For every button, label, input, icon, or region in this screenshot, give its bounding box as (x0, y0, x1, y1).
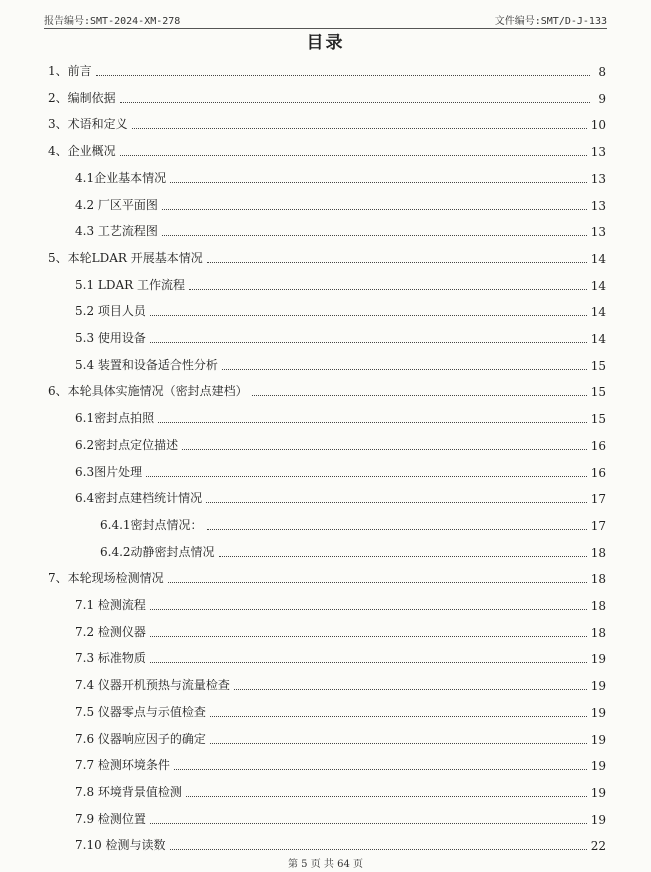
toc-entry[interactable] (75, 835, 606, 853)
toc-entry[interactable] (75, 755, 606, 773)
toc-entry[interactable] (75, 622, 606, 640)
toc-entry-label: 7.2 检测仪器 (75, 624, 146, 639)
toc-leader-dots (189, 288, 587, 290)
toc-leader-dots (186, 795, 587, 797)
toc-entry-label: 4.2 厂区平面图 (75, 197, 158, 212)
toc-entry-label: 6.4.1密封点情况： (100, 517, 203, 532)
toc-entry-label: 7.8 环境背景值检测 (75, 784, 182, 799)
toc-entry[interactable] (48, 248, 606, 266)
toc-leader-dots (210, 742, 587, 744)
toc-entry-page: 13 (590, 225, 606, 240)
toc-entry[interactable] (75, 675, 606, 693)
toc-leader-dots (150, 608, 587, 610)
toc-entry-page: 13 (590, 171, 606, 186)
toc-entry-page: 19 (590, 679, 606, 694)
toc-leader-dots (252, 394, 587, 396)
toc-entry-page: 10 (590, 118, 606, 133)
toc-entry-label: 1、前言 (48, 64, 92, 78)
toc-entry-page: 14 (590, 278, 606, 293)
toc-entry-label: 7、本轮现场检测情况 (48, 571, 164, 586)
toc-leader-dots (182, 448, 587, 450)
toc-entry-page: 18 (590, 572, 606, 587)
report-number: 报告编号:SMT-2024-XM-278 (44, 16, 181, 27)
toc-entry-label: 5、本轮LDAR 开展基本情况 (48, 250, 203, 265)
toc-entry-label: 6.4密封点建档统计情况 (75, 491, 203, 506)
toc-entry-page: 22 (590, 839, 606, 854)
toc-entry[interactable] (75, 328, 606, 346)
toc-entry-page: 16 (590, 465, 606, 480)
toc-entry-page: 14 (590, 251, 606, 266)
toc-entry[interactable] (75, 809, 606, 827)
page-title: 目录 (306, 33, 345, 53)
toc-entry-label: 7.9 检测位置 (75, 811, 146, 826)
toc-entry[interactable] (75, 221, 606, 239)
toc-entry-label: 2、编制依据 (48, 90, 116, 105)
toc-entry-page: 13 (590, 198, 606, 213)
toc-leader-dots (234, 688, 587, 690)
toc-entry-label: 6.2密封点定位描述 (75, 437, 179, 452)
toc-leader-dots (150, 341, 587, 343)
page-footer: 第 5 页 共 64 页 (288, 859, 363, 870)
toc-entry[interactable] (48, 88, 606, 106)
toc-entry-page: 14 (590, 305, 606, 320)
page-header (44, 8, 607, 29)
toc-entry-page: 19 (590, 812, 606, 827)
toc-leader-dots (150, 822, 587, 824)
toc-entry[interactable] (100, 542, 606, 560)
toc-leader-dots (207, 528, 587, 530)
toc-leader-dots (120, 154, 587, 156)
toc-entry-label: 4.3 工艺流程图 (75, 224, 158, 239)
toc-leader-dots (162, 208, 587, 210)
toc-entry-page: 13 (590, 145, 606, 160)
toc-entry-page: 17 (590, 518, 606, 533)
toc-entry[interactable] (48, 381, 606, 399)
toc-entry-label: 7.6 仪器响应因子的确定 (75, 731, 206, 746)
toc-leader-dots (146, 475, 587, 477)
toc-entry-page: 19 (590, 732, 606, 747)
toc-entry-page: 19 (590, 652, 606, 667)
toc-entry-label: 7.4 仪器开机预热与流量检查 (75, 678, 230, 693)
toc-leader-dots (168, 581, 587, 583)
toc-leader-dots (207, 261, 587, 263)
toc-entry-page: 19 (590, 759, 606, 774)
toc-entry-page: 14 (590, 332, 606, 346)
toc-entry[interactable] (75, 435, 606, 453)
toc-entry-page: 16 (590, 438, 606, 453)
toc-entry-label: 5.3 使用设备 (75, 331, 146, 345)
toc-entry-page: 15 (590, 412, 606, 427)
toc-entry-label: 7.5 仪器零点与示值检查 (75, 704, 206, 719)
toc-leader-dots (210, 715, 587, 717)
toc-entry-page: 19 (590, 785, 606, 800)
toc-leader-dots (120, 101, 590, 103)
toc-entry-label: 3、术语和定义 (48, 117, 128, 132)
toc-entry-label: 7.7 检测环境条件 (75, 758, 170, 773)
toc-entry[interactable] (75, 301, 606, 319)
toc-entry-label: 4.1企业基本情况 (75, 170, 167, 185)
toc-leader-dots (158, 421, 587, 423)
toc-entry[interactable] (75, 275, 606, 293)
toc-entry-page: 15 (590, 385, 606, 400)
toc-leader-dots (150, 314, 587, 316)
toc-entry[interactable] (48, 141, 606, 159)
toc-entry[interactable] (75, 195, 606, 213)
toc-entry[interactable] (75, 595, 606, 613)
toc-leader-dots (170, 848, 587, 850)
toc-entry-page: 19 (590, 705, 606, 720)
toc-entry-label: 6.3图片处理 (75, 464, 143, 479)
toc-entry-label: 6.1密封点拍照 (75, 411, 155, 426)
file-number: 文件编号:SMT/D-J-133 (494, 16, 607, 27)
toc-entry-page: 18 (590, 625, 606, 640)
toc-entry[interactable] (48, 61, 606, 79)
toc-leader-dots (162, 234, 587, 236)
toc-entry-label: 7.10 检测与读数 (75, 838, 166, 853)
toc-entry-label: 5.4 装置和设备适合性分析 (75, 357, 218, 372)
toc-leader-dots (219, 555, 587, 557)
toc-entry[interactable] (75, 782, 606, 800)
toc-entry[interactable] (75, 408, 606, 426)
toc-entry-label: 4、企业概况 (48, 144, 116, 159)
toc-entry[interactable] (48, 568, 606, 586)
toc-entry-page: 9 (598, 91, 606, 106)
toc-entry-label: 5.1 LDAR 工作流程 (75, 277, 186, 292)
toc-leader-dots (170, 181, 587, 183)
toc-leader-dots (150, 635, 587, 637)
toc-entry[interactable] (100, 515, 606, 533)
toc-leader-dots (222, 368, 587, 370)
toc-entry[interactable] (75, 488, 606, 506)
toc-entry-page: 18 (590, 545, 606, 560)
toc-leader-dots (174, 768, 587, 770)
toc-leader-dots (150, 661, 587, 663)
toc-entry[interactable] (75, 462, 606, 480)
toc-entry[interactable] (75, 702, 606, 720)
toc-entry-label: 7.3 标准物质 (75, 651, 146, 666)
toc-entry[interactable] (75, 648, 606, 666)
toc-leader-dots (96, 74, 590, 76)
toc-entry-page: 17 (590, 492, 606, 507)
toc-entry-page: 15 (590, 358, 606, 373)
toc-entry[interactable] (75, 729, 606, 747)
toc-leader-dots (206, 501, 587, 503)
toc-entry-label: 6.4.2动静密封点情况 (100, 544, 215, 559)
toc-entry[interactable] (75, 168, 606, 186)
toc-entry-label: 7.1 检测流程 (75, 598, 146, 612)
toc-entry[interactable] (48, 114, 606, 132)
toc-entry[interactable] (75, 355, 606, 373)
toc-entry-label: 5.2 项目人员 (75, 304, 146, 319)
toc-entry-page: 18 (590, 599, 606, 613)
toc-leader-dots (132, 127, 587, 129)
toc-entry-page: 8 (598, 65, 606, 79)
toc-entry-label: 6、本轮具体实施情况（密封点建档） (48, 384, 248, 399)
